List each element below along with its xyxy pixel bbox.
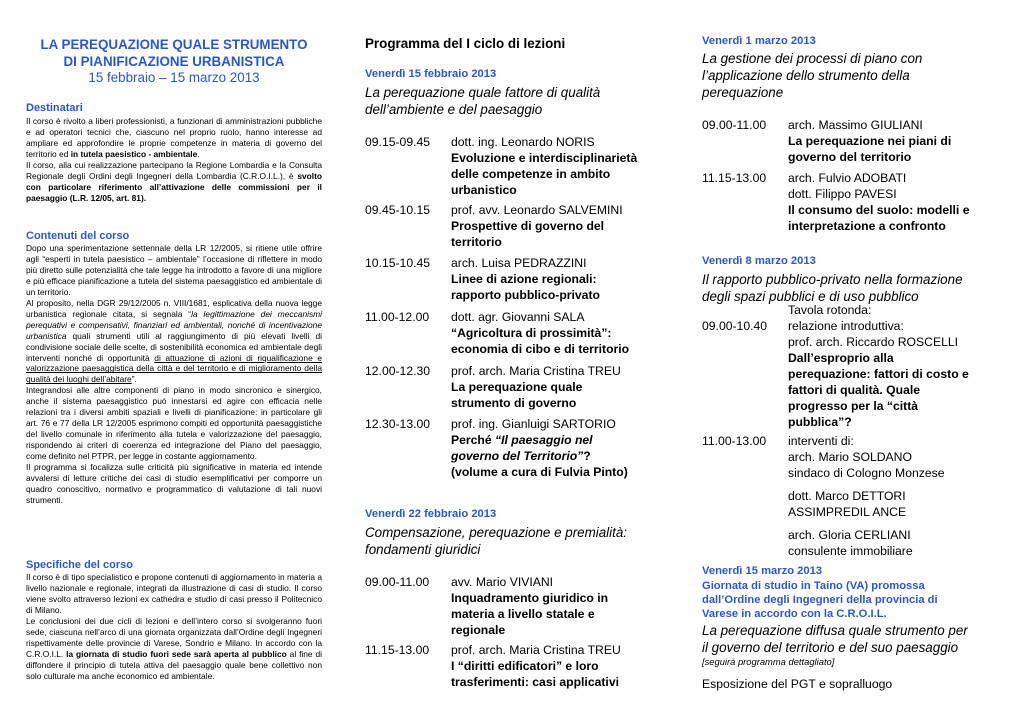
program-note: [seguirà programma dettagliato] [702, 656, 835, 667]
session-title: perequazione [702, 85, 784, 100]
lecture-time: 09.00-11.00 [702, 118, 767, 132]
lecture-time: 09.45-10.15 [365, 203, 431, 217]
course-title-line2: DI PIANIFICAZIONE URBANISTICA [63, 54, 285, 69]
lecture-time: 09.00-11.00 [365, 575, 430, 589]
lecture: prof. arch. Maria Cristina TREU La perequazione quale strumento di governo [451, 364, 621, 410]
date-15-feb: Venerdì 15 febbraio 2013 [365, 68, 497, 80]
recipients-text: Il corso è rivolto a liberi professionisti, a funzionari di amministrazioni pubbliche e ad operatori tecnici che, ciascuno nel proprio ruolo, hanno interesse ad ampliare ed approfondire le proprie competenze in materia di governo del territorio ed in tutela paesistico - ambientale. Il corso, alla cui realizzazione partecipano la Regione Lombardia e la Consulta Regionale degli Ordini degli Ingegneri della Lombardia (C.R.O.I.L.), è svolto con particolare riferimento all’attivazione delle commissioni per il paesaggio (L.R. 12/05, art. 81). [26, 116, 322, 203]
specifics-text: Il corso è di tipo specialistico e propone contenuti di aggiornamento in materia a livello nazionale e regionale, integrati da illustrazione di casi di studio. Il corso viene svolto attraverso lezioni ex cathedra e studio di casi presso il Politecnico di Milano. Le conclusioni dei due cicli di lezioni e dell’intero corso si svolgeranno fuori sede, ciascuna nell’arco di una giornata organizzata dall’Ordine degli Ingegneri rispettivamente delle provincie di Varese, Sondrio e Milano. In accordo con la C.R.O.I.L. la giornata di studio fuori sede sarà aperta al pubblico al fine di diffondere il principio di tutela attiva del paesaggio quale bene collettivo non solo culturale ma anche economico ed ambientale. [26, 572, 323, 681]
date-15-mar: Venerdì 15 marzo 2013 [702, 565, 823, 577]
contents-heading: Contenuti del corso [26, 230, 130, 242]
session-title: La perequazione quale fattore di qualità [365, 85, 601, 100]
session-title: Il rapporto pubblico-privato nella formazione [702, 272, 963, 287]
session-title: degli spazi pubblici e di uso pubblico [702, 289, 919, 304]
lecture-time: 12.00-12.30 [365, 364, 431, 378]
session-title: La perequazione diffusa quale strumento per [702, 623, 968, 638]
lecture-time: 12.30-13.00 [365, 417, 431, 431]
lecture: interventi di: arch. Mario SOLDANO sindaco di Cologno Monzese dott. Marco DETTORI ASSIMPREDIL ANCE arch. Gloria CERLIANI consulente immobiliare [788, 434, 945, 558]
specifics-heading: Specifiche del corso [26, 559, 133, 571]
date-22-feb: Venerdì 22 febbraio 2013 [365, 508, 497, 520]
lecture: avv. Mario VIVIANI Inquadramento giuridico in materia a livello statale e regionale [451, 575, 609, 637]
course-dates: 15 febbraio – 15 marzo 2013 [88, 70, 260, 85]
lecture: arch. Luisa PEDRAZZINI Linee di azione regionali: rapporto pubblico-privato [451, 256, 600, 302]
lecture: dott. ing. Leonardo NORIS Evoluzione e interdisciplinarietà delle competenze in ambito urbanistico [451, 135, 638, 197]
study-day-note: Varese in accordo con la C.R.O.I.L. [702, 608, 887, 620]
lecture: relazione introduttiva: prof. arch. Riccardo ROSCELLI Dall’esproprio alla perequazione: fattori di costo e fattori di qualità. Quale progresso per la “città pubblica”? [788, 319, 969, 429]
contents-text: Dopo una sperimentazione settennale della LR 12/2005, si ritiene utile offrire agli “esperti in tutela paesistico – ambientale” l’occasione di riflettere in modo più diretto sulle potenzialità che tale legge ha introdotto a favore di una migliore e più efficace pianificazione a tutela del sistema paesaggistico ed ambientale di un territorio. Al proposito, nella DGR 29/12/2005 n. VIII/1681, esplicativa della nuova legge urbanistica regionale citata, si segnala “la legittimazione dei meccanismi perequativi e compensativi, finanziari ed ambientali, nonché di incentivazione urbanistica quali strumenti utili al raggiungimento di più elevati livelli di condivisione sociale delle scelte, di sostenibilità economica ed ambientale degli interventi nonché di opportunità di attuazione di azioni di riqualificazione e valorizzazione paesaggistica della città e del territorio e di miglioramento della qualità dei luoghi dell’abitare”. Integrandosi alle altre componenti di piano in modo sincronico e sinergico, anche il sistema paesaggistico può innestarsi ed agire con efficacia nelle relazioni tra i diversi ambiti spaziali e livelli di pianificazione: in particolare gli art. 76 e 77 della LR 12/2005 esprimono compiti ed opportunità paesaggistiche del livello comunale in riferimento alla tutela e valorizzazione del paesaggio, rispondendo ai criteri di coerenza ed integrazione del Piano del paesaggio, come definito nel PTPR, per legge in costante aggiornamento. Il programma si focalizza sulle criticità più significative in materia ed intende avvalersi di letture critiche dei casi di studio esemplificativi per comporre un quadro conoscitivo, normativo e programmatico di valutazione di tali nuovi strumenti. [26, 243, 322, 505]
lecture: prof. arch. Maria Cristina TREU I “diritti edificatori” e loro trasferimenti: casi applicativi [451, 643, 621, 689]
study-day-note: dall’Ordine degli Ingegneri della provincia di [702, 594, 938, 606]
lecture-time: 11.15-13.00 [702, 171, 767, 185]
session-title: dell’ambiente e del paesaggio [365, 102, 543, 117]
date-1-mar: Venerdì 1 marzo 2013 [702, 35, 816, 47]
lecture: prof. avv. Leonardo SALVEMINI Prospettive di governo del territorio [451, 203, 623, 249]
closing-activity: Esposizione del PGT e sopralluogo [702, 677, 893, 691]
session-title: il governo del territorio e del suo paesaggio [702, 640, 959, 655]
session-title: Compensazione, perequazione e premialità: [365, 525, 628, 540]
lecture-time: 09.00-10.40 [702, 319, 768, 333]
lecture-time: 11.00-12.00 [365, 310, 430, 324]
session-title: fondamenti giuridici [365, 542, 481, 557]
lecture: arch. Fulvio ADOBATI dott. Filippo PAVESI Il consumo del suolo: modelli e interpretazione a confronto [788, 171, 970, 233]
recipients-heading: Destinatari [26, 102, 83, 114]
lecture-time: 10.15-10.45 [365, 256, 431, 270]
session-title: La gestione dei processi di piano con [702, 51, 923, 66]
lecture-time: 11.00-13.00 [702, 434, 767, 448]
lecture: arch. Massimo GIULIANI La perequazione nei piani di governo del territorio [788, 118, 952, 164]
lecture: dott. agr. Giovanni SALA “Agricoltura di prossimità”: economia di cibo e di territorio [451, 310, 630, 356]
course-title-line1: LA PEREQUAZIONE QUALE STRUMENTO [40, 37, 308, 52]
round-table-label: Tavola rotonda: [788, 303, 872, 317]
lecture-time: 09.15-09.45 [365, 135, 431, 149]
study-day-note: Giornata di studio in Taino (VA) promossa [702, 580, 925, 592]
lecture-time: 11.15-13.00 [365, 643, 430, 657]
program-heading: Programma del I ciclo di lezioni [365, 36, 566, 51]
date-8-mar: Venerdì 8 marzo 2013 [702, 255, 816, 267]
lecture: prof. ing. Gianluigi SARTORIO Perché “Il paesaggio nel governo del Territorio”? (volume a cura di Fulvia Pinto) [451, 417, 628, 479]
session-title: l’applicazione dello strumento della [702, 68, 910, 83]
